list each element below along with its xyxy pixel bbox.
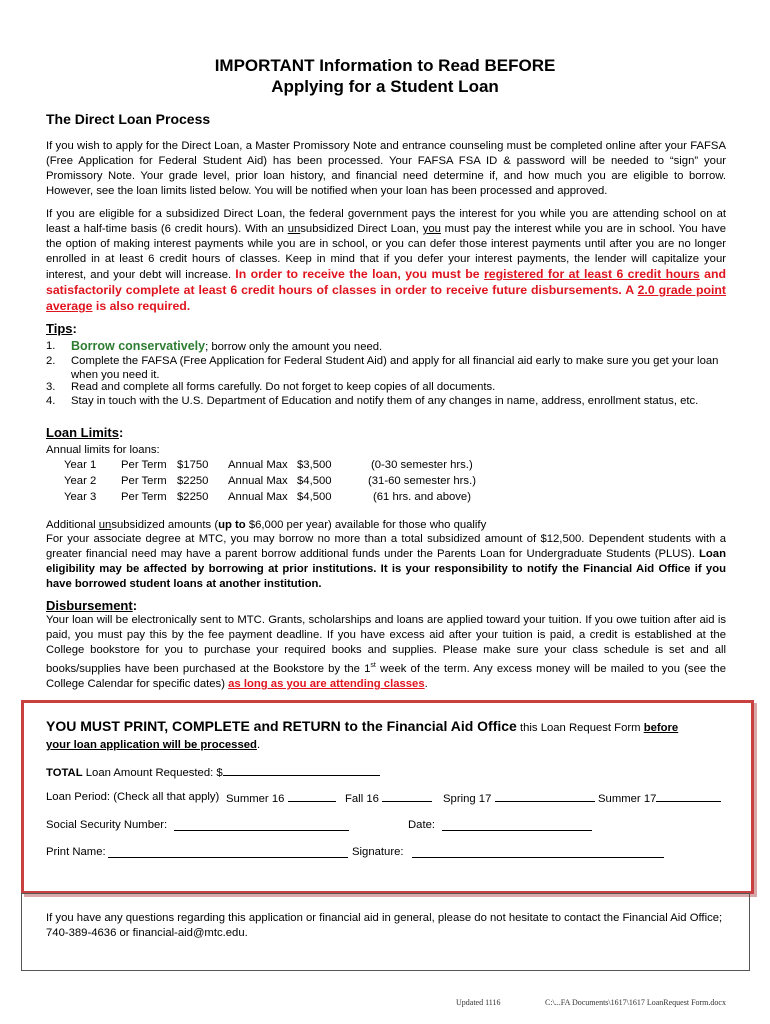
page-title — [0, 55, 770, 97]
table-row: Year 2 Per Term $2250 Annual Max $4,500 (31-60 semester hrs.) — [64, 475, 476, 487]
spring-17-option[interactable]: Spring 17 — [443, 790, 595, 807]
process-paragraph-2: If you are eligible for a subsidized Direct Loan, the federal government pays the interest for you while you are attending school on at least a half-time basis (6 credit hours). With an unsubsidized Direct Loan, you must pay the interest while you are in school. You have the option of making interest payments while you are in school, or you can defer those interest payments until after you are no longer enrolled in at least 6 credit hours of classes. Keep in mind that if you defer your interest payments, the lender will capitalize your interest, and your debt will increase. In order to receive the loan, you must be registered for at least 6 credit hours and satisfactorily complete at least 6 credit hours of classes in order to receive future disbursements. A 2.0 grade point average is also required. — [46, 208, 726, 313]
eligibility-requirement: In order to receive the loan, you must be registered for at least 6 credit hours and satisfactorily complete at least 6 credit hours of classes in order to receive future disbursements. A 2.0 grade point average is also required. — [46, 267, 726, 313]
total-amount-field[interactable] — [223, 764, 380, 776]
contact-text: If you have any questions regarding this application or financial aid in general, please do not hesitate to contact the Financial Aid Office; 740-389-4636 or financial-aid@mtc.edu. — [46, 912, 723, 939]
name-signature-row: Print Name: Signature: — [46, 845, 736, 861]
updated-note: Updated 1116 — [456, 998, 501, 1007]
table-row: Year 1 Per Term $1750 Annual Max $3,500 (0-30 semester hrs.) — [64, 459, 473, 471]
tips-heading: Tips: — [46, 321, 77, 336]
signature-field[interactable] — [412, 846, 664, 858]
summer-17-option[interactable]: Summer 17 — [598, 790, 721, 807]
loan-limits-table — [0, 458, 770, 506]
disbursement-paragraph: Your loan will be electronically sent to MTC. Grants, scholarships and loans are applied toward your tuition. If you owe tuition after aid is paid, you must pay this by the fee payment deadline. If you have excess aid after your tuition is paid, a credit is established at the College bookstore for you to purchase your required books and supplies. Please make sure your class schedule is set and all books/supplies have been purchased at the Bookstore by the 1st week of the term. Any excess money will be mailed to you (see the College Calendar for specific dates) as long as you are attending classes. — [46, 614, 726, 690]
loan-limits-paragraph: For your associate degree at MTC, you may borrow no more than a total subsidized amount of $12,500. Dependent students with a greater financial need may have a parent borrow additional funds under the Parents Loan for Undergraduate Students (PLUS). Loan eligibility may be affected by borrowing at prior institutions. It is your responsibility to notify the Financial Aid Office if you have borrowed student loans at another institution. — [46, 533, 726, 590]
tips-list: 1. Borrow conservatively; borrow only the amount you need. 2. Complete the FAFSA (Free Application for Federal Student Aid) and apply for all financial aid early to make sure you get your loan when you need it. 3. Read and complete all forms carefully. Do not forget to keep copies of all documents. 4. Stay in touch with the U.S. Department of Education and notify them of any changes in name, address, enrollment status, etc. — [46, 339, 719, 407]
ssn-field[interactable] — [174, 819, 349, 831]
title-line-1: IMPORTANT Information to Read BEFORE — [214, 56, 556, 75]
loan-period-row: Loan Period: (Check all that apply) Summer 16 Fall 16 Spring 17 Summer 17 — [46, 790, 736, 806]
summer-16-option[interactable]: Summer 16 — [226, 790, 336, 807]
ssn-row: Social Security Number: Date: — [46, 818, 736, 834]
disbursement-heading: Disbursement: — [46, 598, 138, 613]
fall-16-option[interactable]: Fall 16 — [345, 790, 432, 807]
direct-loan-heading: The Direct Loan Process — [46, 111, 211, 127]
print-name-field[interactable] — [108, 846, 348, 858]
date-field[interactable] — [442, 819, 592, 831]
loan-limits-intro: Annual limits for loans: — [46, 444, 160, 456]
process-paragraph-1: If you wish to apply for the Direct Loan, a Master Promissory Note and entrance counseling must be completed online after your FAFSA (Free Application for Federal Student Aid) has been processed. Your FAFSA FSA ID & password will be needed to “sign” your Promissory Note. Your grade level, prior loan history, and financial need determine if, and how much you are eligible to borrow. However, see the loan limits listed below. You will be notified when your loan has been processed and approved. — [46, 140, 726, 197]
total-amount-row: TOTAL Loan Amount Requested: $ — [46, 764, 380, 781]
title-line-2: Applying for a Student Loan — [271, 77, 499, 96]
table-row: Year 3 Per Term $2250 Annual Max $4,500 (61 hrs. and above) — [64, 491, 471, 503]
loan-limits-heading: Loan Limits: — [46, 425, 124, 440]
file-path: C:\...FA Documents\1617\1617 LoanRequest Form.docx — [545, 998, 726, 1007]
additional-unsubsidized-note: Additional unsubsidized amounts (up to $6,000 per year) available for those who qualify — [46, 519, 487, 531]
form-instructions: YOU MUST PRINT, COMPLETE and RETURN to the Financial Aid Office this Loan Request Form before your loan application will be processed. — [46, 718, 679, 751]
